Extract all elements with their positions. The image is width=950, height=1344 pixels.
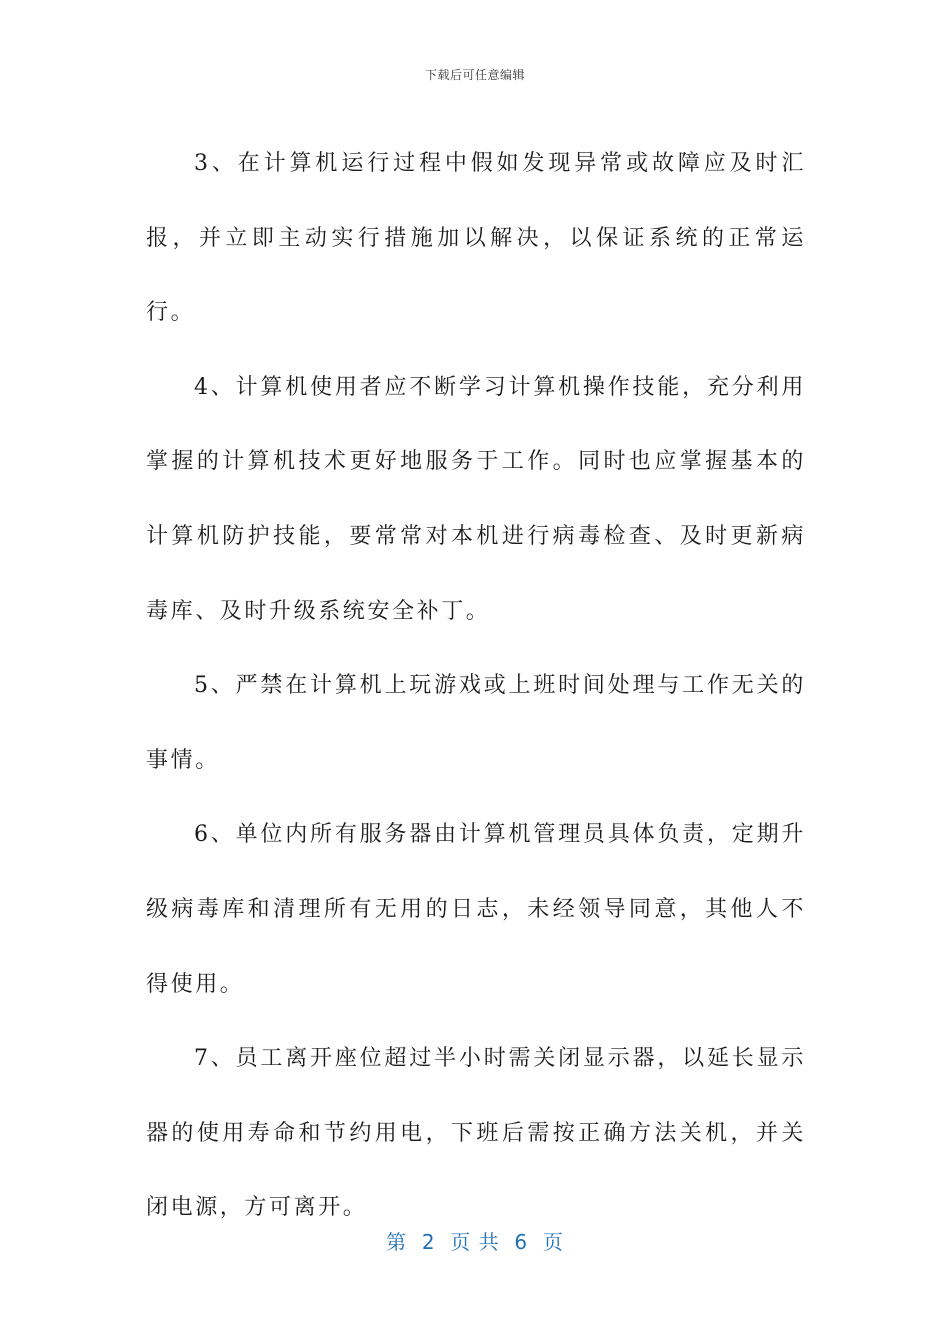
page-number-footer: 第 2 页 共 6 页 [386,1230,564,1254]
paragraph-item-3: 3、在计算机运行过程中假如发现异常或故障应及时汇报，并立即主动实行措施加以解决，以保证系统的正常运行。 [146,151,806,326]
paragraph-item-5: 5、严禁在计算机上玩游戏或上班时间处理与工作无关的事情。 [146,673,806,773]
paragraph-item-4: 4、计算机使用者应不断学习计算机操作技能，充分利用掌握的计算机技术更好地服务于工作。同时也应掌握基本的计算机防护技能，要常常对本机进行病毒检查、及时更新病毒库、及时升级系统安全补丁。 [146,374,806,624]
paragraph-item-6: 6、单位内所有服务器由计算机管理员具体负责，定期升级病毒库和清理所有无用的日志，未经领导同意，其他人不得使用。 [146,822,806,997]
header-note: 下载后可任意编辑 [424,68,525,82]
paragraph-item-7: 7、员工离开座位超过半小时需关闭显示器，以延长显示器的使用寿命和节约用电，下班后需按正确方法关机，并关闭电源，方可离开。 [146,1046,806,1221]
document-body [146,127,806,1246]
